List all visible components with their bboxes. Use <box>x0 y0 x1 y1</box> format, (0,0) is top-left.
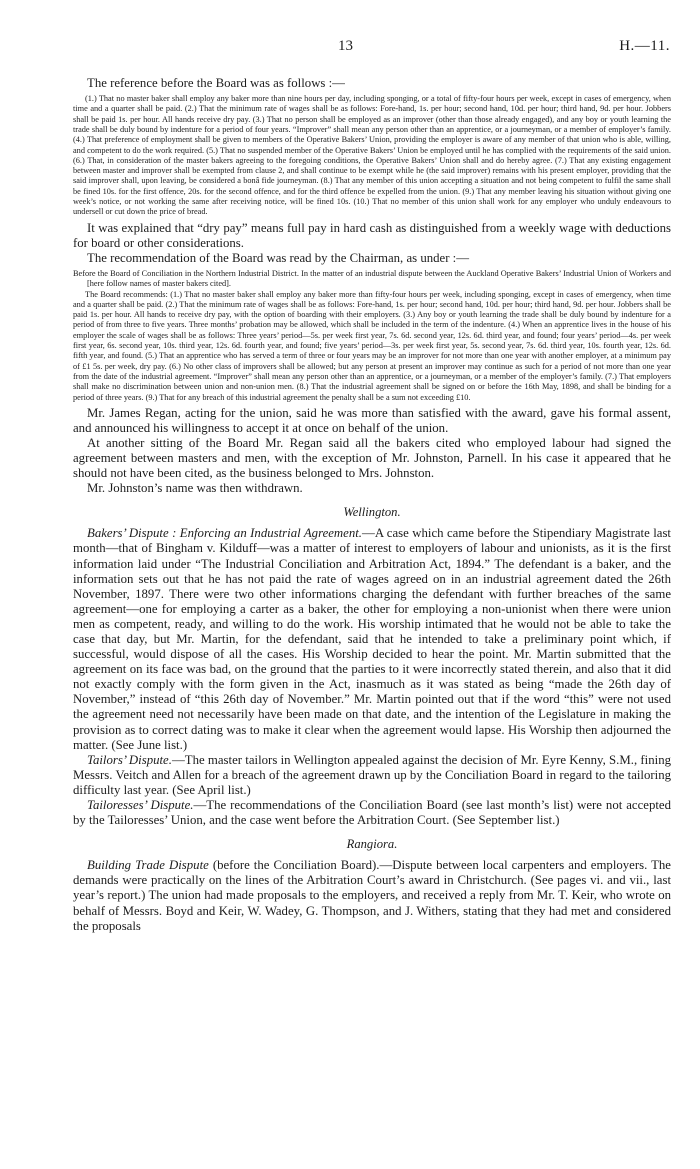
page-header <box>0 38 700 58</box>
reference-clauses: (1.) That no master baker shall employ any baker more than nine hours per day, including sponging, or a total of fifty-four hours per week, except in cases of emergency, when time and a quarter shall be paid. (2.) That the minimum rate of wages shall be as follows: Fore-hand, 1s. per hour; second hand, 10d. per hour; third hand, 9d. per hour. Jobbers shall be paid 1s. per hour. All hands receive dry pay. (3.) That no person shall be employed as an improver (other than those already engaged), and any boy or youth learning the trade shall be duly bound by indenture for a period of four years. “Improver” shall mean any person other than an apprentice, or a journeyman, or a member of employer’s family. (4.) That preference of employment shall be given to members of the Operative Bakers’ Union, providing the employer is aware of any member of that union who is able, willing, and competent to do the work required. (5.) That no suspended member of the Operative Bakers’ Union be employed until he has complied with the requirements of the said union. (6.) That, in consideration of the master bakers agreeing to the foregoing conditions, the Operative Bakers’ Union shall and do hereby agree. (7.) That any existing engagement between master and improver shall be exempted from clause 2, and shall continue to be exempt while he (the said improver) remains with his present employer, providing that the said improver shall, upon leaving, be considered a bonâ fide journeyman. (8.) That any member of this union accepting a situation and not being competent to fulfil the same shall be fined 10s. for the first offence, 20s. for the second offence, and for the third offence be expelled from the union. (9.) That any member leaving his situation without giving one week’s notice, or not working the same after receiving notice, will be fined 10s. (10.) That no member of this union shall work for any employer who unduly endeavours to undersell or cut down the price of bread. <box>73 94 671 217</box>
board-recommendations: The Board recommends: (1.) That no master baker shall employ any baker more than fifty-four hours per week, including sponging, except in cases of emergency, when time and a quarter shall be paid. (2.) That the minimum rate of wages shall be as follows: Fore-hand, 1s. per hour; second hand, 10d. per hour; third hand, 9d. per hour. Jobbers shall be paid 1s. per hour. All hands to receive dry pay, with the option of boarding with their employers. (3.) Any boy or youth learning the trade shall be duly bound by indenture for a period of from three to five years. Three months’ probation may be allowed, which shall be included in the term of the indenture. (4.) When an apprentice lives in the house of his employer the scale of wages shall be as follows: Three years’ period—5s. per week first year, 7s. 6d. second year, 12s. 6d. third year, and found; four years’ period—4s. per week first year, 6s. second year, 10s. third year, 12s. 6d. fourth year, and found; five years’ period—3s. per week first year, 5s. second year, 7s. 6d. third year, 10s. fourth year, 12s. 6d. fifth year, and found. (5.) That an apprentice who has served a term of three or four years may be an improver for not more than one year with another employer, at a minimum pay of £1 5s. per week, dry pay. (6.) No other class of improvers shall be allowed; but any person at present an improver may continue as such for a period of not more than one year from the date of the industrial agreement. “Improver” shall mean any person other than an apprentice, or a journeyman, or a member of the employer’s family. (7.) That employers shall make no discrimination between union and non-union men. (8.) That the industrial agreement shall be signed on or before the 16th May, 1898, and shall be binding for a period of three years. (9.) That for any breach of this industrial agreement the penalty shall be a sum not exceeding £10. <box>73 289 671 402</box>
tailors-dispute-body: —The master tailors in Wellington appealed against the decision of Mr. Eyre Kenny, S.M., fining Messrs. Veitch and Allen for a breach of the agreement drawn up by the Conciliation Board in regard to the tailoring difficulty last year. (See April list.) <box>73 752 671 797</box>
bakers-dispute-body: —A case which came before the Stipendiary Magistrate last month—that of Bingham v. Kilduff—was a matter of interest to employers of labour and unionists, as it is the first information laid under “The Industrial Conciliation and Arbitration Act, 1894.” The defendant is a baker, and the information sets out that he has not paid the rate of wages agreed on in an industrial agreement dated the 26th November, 1897. There were two other informations charging the defendant with further breaches of the same agreement—one for employing a carter as a baker, the other for employing a non-unionist when there were union men as competent, ready, and willing to do the work. His worship intimated that he would not be able to take the case that day, but Mr. Martin, for the defendant, said that he intended to take a preliminary point which, if successful, would dispose of all the cases. His Worship decided to hear the point. Mr. Martin submitted that the agreement on its face was bad, on the ground that the parties to it were incorrectly stated therein, and also that it did not exactly comply with the form given in the Act, inasmuch as it was stated as being “made the 26th day of November,” instead of “this 26th day of November.” Mr. Martin pointed out that if the word “this” were not used the agreement need not necessarily have been made on that date, and the intention of the Legislature in making the provision as to correct dating was to make it clear when the agreement would lapse. His Worship then adjourned the matter. (See June list.) <box>73 526 671 752</box>
wellington-heading: Wellington. <box>343 505 401 520</box>
name-withdrawn: Mr. Johnston’s name was then withdrawn. <box>87 481 303 496</box>
regan-statement: Mr. James Regan, acting for the union, said he was more than satisfied with the award, gave his formal assent, and announced his willingness to accept it at once on behalf of the union. <box>73 405 671 435</box>
dry-pay-explanation: It was explained that “dry pay” means full pay in hard cash as distinguished from a weekly wage with deductions for board or other considerations. <box>73 220 671 250</box>
another-sitting: At another sitting of the Board Mr. Regan said all the bakers cited who employed labour had signed the agreement between masters and men, with the exception of Mr. Johnston, Parnell. In his case it appeared that he should not have been cited, as the business belonged to Mrs. Johnston. <box>73 435 671 481</box>
building-dispute-body: (before the Conciliation Board).—Dispute between local carpenters and employers. The demands were practically on the lines of the Arbitration Court’s award in Christchurch. (See pages vi. and vii., last year’s report.) The union had made proposals to the employers, and received a reply from Mr. T. Keir, who wrote on behalf of Messrs. Boyd and Keir, W. Wadey, G. Thompson, and J. Withers, stating that they had met and considered the proposals <box>73 858 671 933</box>
building-dispute-paragraph <box>73 858 671 933</box>
tailors-dispute-title: Tailors’ Dispute. <box>87 752 172 767</box>
bakers-dispute-paragraph <box>73 526 671 752</box>
tailoresses-dispute-title: Tailoresses’ Dispute. <box>87 798 194 813</box>
building-dispute-title: Building Trade Dispute <box>87 858 209 873</box>
document-reference: H.—11. <box>619 38 670 54</box>
reference-intro: The reference before the Board was as follows :— <box>87 76 345 90</box>
tailoresses-dispute-paragraph <box>73 798 671 828</box>
bakers-dispute-title: Bakers’ Dispute : Enforcing an Industrial Agreement. <box>87 526 363 541</box>
recommendation-intro: The recommendation of the Board was read by the Chairman, as under :— <box>87 250 470 265</box>
tailors-dispute-paragraph <box>73 753 671 798</box>
tailoresses-dispute-body: —The recommendations of the Conciliation Board (see last month’s list) were not accepted by the Tailoresses’ Union, and the case went before the Arbitration Court. (See September list.) <box>73 798 671 828</box>
page-number: 13 <box>338 38 353 54</box>
rangiora-heading: Rangiora. <box>346 837 398 852</box>
before-board-heading: Before the Board of Conciliation in the Northern Industrial District. In the matter of an industrial dispute between the Auckland Operative Bakers’ Industrial Union of Workers and [here follow names of master bakers cited]. <box>73 268 671 289</box>
body-column <box>73 76 671 934</box>
